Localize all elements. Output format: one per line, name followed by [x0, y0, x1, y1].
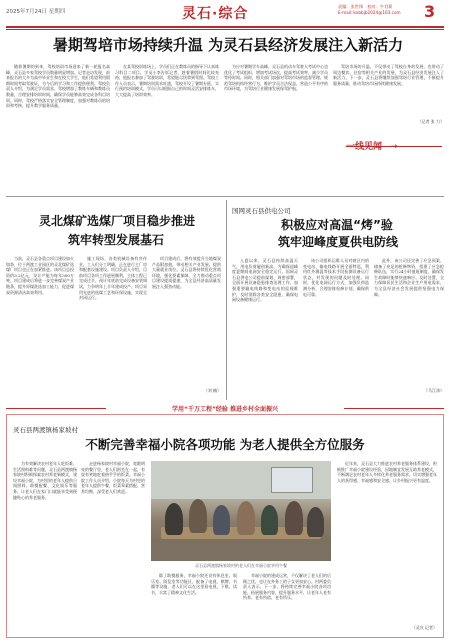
editor-info [338, 4, 401, 15]
banner-rule-left [6, 408, 106, 409]
grid-col-3: 此外，该公司还完善了应急预案，储备了充足的抢修物资，组建了应急抢修队伍，实行24小时值班制度，确保发生故障时能够快速响应、及时处置，全力保障居民生活和企业生产用电需求，为全县经济社会发展提供坚强电力保障。 [374, 258, 444, 297]
lead-col-2: 在某驾校训练场上，学员们正在教练员的指导下认真练习科目二项目。学员小李告诉记者，趁着暑假时间比较充裕，他报名参加了驾驶培训，希望能尽快拿到驾照。驾校工作人员表示，暑期培训需求旺盛，驾校开设了暑期专班，实行预约培训模式，学员可以根据自己的时间灵活安排练车，大大提高了培训效率。 [115, 64, 219, 97]
photo-person-2 [189, 499, 207, 533]
coal-col-3: 项目建成后，将有效提升当地煤炭产品附加值，带动相关产业发展，提供大量就业岗位。灵石县将持续优化营商环境，强化要素保障，全力推动重点项目建设提质提速，为全县经济高质量发展注入强劲动能。 [152, 256, 221, 289]
one-line-tag-label: 一线见闻 [346, 142, 383, 152]
photo-person-5 [261, 505, 278, 535]
header-rule-thin [6, 29, 444, 30]
arrow-icon: → [390, 142, 398, 152]
coal-byline: （刘 楠） [203, 388, 221, 393]
banner-text: 学用“千万工程”经验 推进乡村全面振兴 [172, 406, 278, 413]
page-number: 3 [424, 2, 436, 21]
divider-mid [6, 196, 444, 197]
editor-line: 责编：张世锋 校对：牛君莉 [338, 4, 393, 9]
photo-window [271, 467, 313, 493]
grid-org: 国网灵石县供电公司 [232, 207, 291, 215]
lead-col-1: 随着暑期的到来，驾校培训市场迎来了新一轮报名高峰，灵石县多家驾校学员数量明显增加。记者走访发现，前来报名的大多为高中毕业生和在校大学生，他们希望利用假期时间考取驾驶证，为今后的学习和工作提供便利。驾校负责人介绍，为满足学员需求，驾校增加了教练车辆和教练员数量，合理安排培训时间，确保学员能够高效完成各科目培训。同时，驾校严格落实安全管理制度，加强对教练员的培训和考核，提升教学服务质量。 [6, 64, 110, 109]
elder-photo [151, 461, 331, 561]
coal-col-1: 当前，灵石县各重点项目建设如火如荼，位于两渡工业园区的灵北煤矿选煤厂项目也正在加紧推进。该项目总投资约3.2亿元，设计产能为每年300万吨，项目建成后将进一步完善煤炭产业链条，提升原煤洗选加工能力，促进煤炭资源清洁高效利用。 [6, 256, 74, 295]
elder-byline: （灵宣 记者） [411, 625, 437, 630]
grid-col-1: 入夏以来，灵石县持续高温天气，用电负荷屡创新高。为确保迎峰度夏期间电网安全稳定运行，国网灵石县供电公司提前谋划、周密部署，全面开展设备隐患排查治理工作，加强重要输电线路和变电站的巡视维护，及时消除各类安全隐患，确保电网设备健康运行。 [232, 258, 298, 303]
grid-headline-2: 筑牢迎峰度夏供电防线 [277, 235, 398, 249]
coal-headline-2: 筑牢转型发展基石 [67, 233, 164, 247]
lead-col-4: 驾培市场的升温，不仅带动了驾校自身的发展，也带动了周边餐饮、住宿等相关产业的发展，为灵石县经济发展注入了新活力。下一步，灵石县将继续加强驾培行业管理，不断提升服务质量，推动驾培市场持续健康发展。 [333, 64, 444, 86]
elder-col-2: 走进杨家坡村幸福小院，宽敞明亮的餐厅里，老人们围坐在一起，有说有笑地吃着热乎乎的饭菜。幸福小院工作人员介绍，小院每天为村里的老年人提供午餐，饭菜荤素搭配、营养均衡，深受老人们欢迎。 [81, 461, 145, 494]
lead-headline: 暑期驾培市场持续升温 为灵石县经济发展注入新活力 [52, 36, 404, 54]
photo-person-6 [285, 501, 303, 535]
coal-headline-1: 灵北煤矿选煤厂项目稳步推进 [38, 214, 195, 228]
elder-col-4: 幸福小院的建成运营，不仅解决了老人们的后顾之忧，也让在外务工的子女更加安心。村两委负责人表示，下一步，将持续完善幸福小院各项功能，拓展服务内容，提升服务水平，让老年人老有所养、老有所依、老有所乐。 [243, 573, 331, 601]
issue-date: 2025年7月24日 星期四 [6, 9, 66, 15]
photo-person-7 [307, 507, 324, 537]
elder-col-1: 为有效解决农村老年人吃饭难、生活照料难等问题，灵石县两渡镇杨家坡村积极探索农村养老新模式，建设幸福小院，为村里的老年人提供日间照料、助餐配餐、文化娱乐等服务，让老人们在家门口就能享受到便捷贴心的养老服务。 [13, 461, 77, 500]
photo-person-3 [213, 505, 230, 535]
elder-headline: 不断完善幸福小院各项功能 为老人提供全方位服务 [85, 437, 365, 452]
elder-kicker: 灵石县两渡镇杨家坡村 [13, 426, 78, 434]
grid-headline-1: 积极应对高温“烤”验 [281, 218, 393, 232]
header-rule [6, 26, 444, 28]
coal-story [6, 200, 221, 400]
lead-byline: （记者 张 力） [417, 119, 444, 124]
elder-photo-caption: 灵石县两渡镇杨家坡村的老人们在幸福小院享用午餐 [195, 563, 287, 568]
photo-floor [151, 541, 331, 561]
email-line: E-mail:lsxbbjb2024@163.com [338, 9, 401, 15]
elder-col-5: 近年来，灵石县大力推进农村养老服务体系建设，积极推广幸福小院建设经验，因地制宜发展互助养老模式，不断满足农村老年人多样化养老服务需求，切实增强老年人的获得感、幸福感和安全感，让乡村振兴更有温度。 [337, 461, 437, 483]
photo-person-1 [165, 503, 183, 535]
lead-col-3: 为应对暑期学车高峰，灵石县机动车驾驶人考试中心也优化了考试组织，增加考试场次，提高考试效率，减少学员等待时间。同时，相关部门加强对驾培市场的监督管理，规范驾培机构经营行为，维护学员合法权益，营造公平有序的市场环境，为驾培行业健康发展保驾护航。 [224, 64, 328, 92]
elder-col-3: 除了助餐服务，幸福小院还设有休息室、娱乐室、阅览室等功能区，配备了电视、棋牌、书籍等设施，老人们可以在这里看电视、下棋、读书，丰富了精神文化生活。 [151, 573, 237, 595]
photo-person-4 [237, 501, 255, 535]
divider-vertical [226, 200, 227, 400]
grid-byline: （马江涛） [424, 388, 444, 393]
banner-rule-right [344, 408, 444, 409]
section-title: 灵石·综合 [182, 6, 249, 22]
grid-col-2: 该公司组织运维人员对辖区内的变电站、输电线路开展全面特巡，利用红外测温等技术手段检测设备运行状态，对发现的问题及时处理。同时，优化电网运行方式，加强负荷监测分析，合理安排检修计划，确保供电可靠。 [303, 258, 369, 297]
elder-story-box [6, 414, 444, 638]
one-line-tag [346, 134, 442, 152]
coal-col-2: 施工现场，各类机械设备有序作业，工人们分工明确，正在进行主厂房和配套设施建设。项目负责人介绍，目前项目各项工作进展顺利，主体工程已完成过半，预计年底前完成设备安装调试，力争明年上半年建成投产。项目采用先进的选煤工艺和环保设施，实现全封闭运行。 [79, 256, 147, 301]
one-line-underline [346, 146, 442, 147]
grid-story [232, 200, 444, 400]
